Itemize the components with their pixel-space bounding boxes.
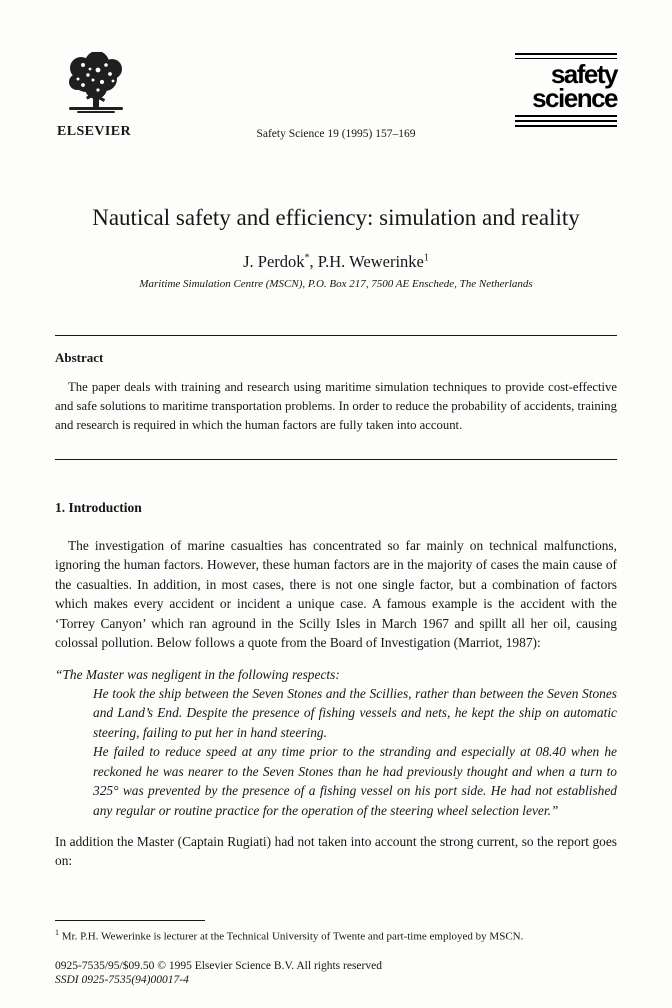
- footnote-divider: [55, 920, 205, 921]
- copyright-line: 0925-7535/95/$09.50 © 1995 Elsevier Science B.V. All rights reserved: [55, 959, 382, 972]
- page-footer-area: [55, 920, 617, 986]
- section-heading-introduction: 1. Introduction: [55, 499, 142, 515]
- journal-citation: Safety Science 19 (1995) 157–169: [256, 128, 416, 140]
- logo-rules-bottom: [515, 115, 617, 126]
- author-name: , P.H. Wewerinke: [309, 251, 424, 271]
- logo-rule: [515, 53, 617, 55]
- abstract-heading: Abstract: [55, 349, 104, 365]
- section-divider: [55, 335, 617, 336]
- author-footnote-marker: *: [304, 252, 310, 264]
- affiliation-line: Maritime Simulation Centre (MSCN), P.O. Box 217, 7500 AE Enschede, The Netherlands: [139, 277, 533, 290]
- logo-rule: [515, 115, 617, 117]
- authors-line: [55, 252, 617, 272]
- elsevier-wordmark: ELSEVIER: [57, 124, 132, 139]
- elsevier-tree-logo-icon: [57, 52, 133, 116]
- quote-intro-line: “The Master was negligent in the following respects:: [55, 666, 340, 682]
- abstract-text: The paper deals with training and research using maritime simulation techniques to provide cost-effective and safe solutions to maritime transportation problems. In order to reduce the probability of accidents, training and research is required in which the human factors are fully taken into account.: [55, 379, 617, 432]
- logo-word-science: science: [532, 83, 617, 114]
- introduction-paragraph: The investigation of marine casualties has concentrated so far mainly on technical malfunctions, ignoring the human factors. However, these human factors are in the majority of cases the main cause of the casualties. In addition, in most cases, there is not one single factor, but a combination of factors which makes every accident or incident a unique case. A famous example is the accident with the ‘Torrey Canyon’ which ran aground in the Scilly Isles in March 1967 and spillt all her oil, causing colossal pollution. Below follows a quote from the Board of Investigation (Marriot, 1987):: [55, 537, 617, 651]
- article-title: Nautical safety and efficiency: simulation and reality: [92, 205, 580, 230]
- footnote-marker: 1: [55, 928, 59, 937]
- page-header: [55, 0, 617, 150]
- logo-word-safety: safety: [550, 59, 617, 90]
- ssdi-line: SSDI 0925-7535(94)00017-4: [55, 973, 189, 986]
- footnote: [55, 928, 617, 943]
- quote-paragraph: He failed to reduce speed at any time prior to the stranding and especially at 08.40 when he reckoned he was nearer to the Seven Stones than he had previously thought and when a turn to 325° was prevented by the presence of a fishing vessel on his port side. He had not established any regular or routine practice for the operation of the steering wheel selection lever.”: [93, 744, 617, 818]
- author-footnote-marker: 1: [423, 252, 429, 264]
- elsevier-logo: [57, 52, 141, 140]
- logo-rule: [515, 120, 617, 121]
- section-divider: [55, 459, 617, 460]
- author-name: J. Perdok: [243, 251, 305, 271]
- introduction-paragraph: In addition the Master (Captain Rugiati) had not taken into account the strong current, so the report goes on:: [55, 834, 617, 869]
- logo-rule: [515, 125, 617, 127]
- safety-science-logo: [515, 50, 617, 127]
- blockquote: [55, 665, 617, 821]
- footnote-text: Mr. P.H. Wewerinke is lecturer at the Technical University of Twente and part-time employed by MSCN.: [61, 930, 524, 943]
- quote-paragraph: He took the ship between the Seven Stones and the Scillies, rather than between the Seven Stones and Land’s End. Despite the presence of fishing vessels and nets, he kept the ship on automatic steering, failing to put her in hand steering.: [93, 685, 617, 740]
